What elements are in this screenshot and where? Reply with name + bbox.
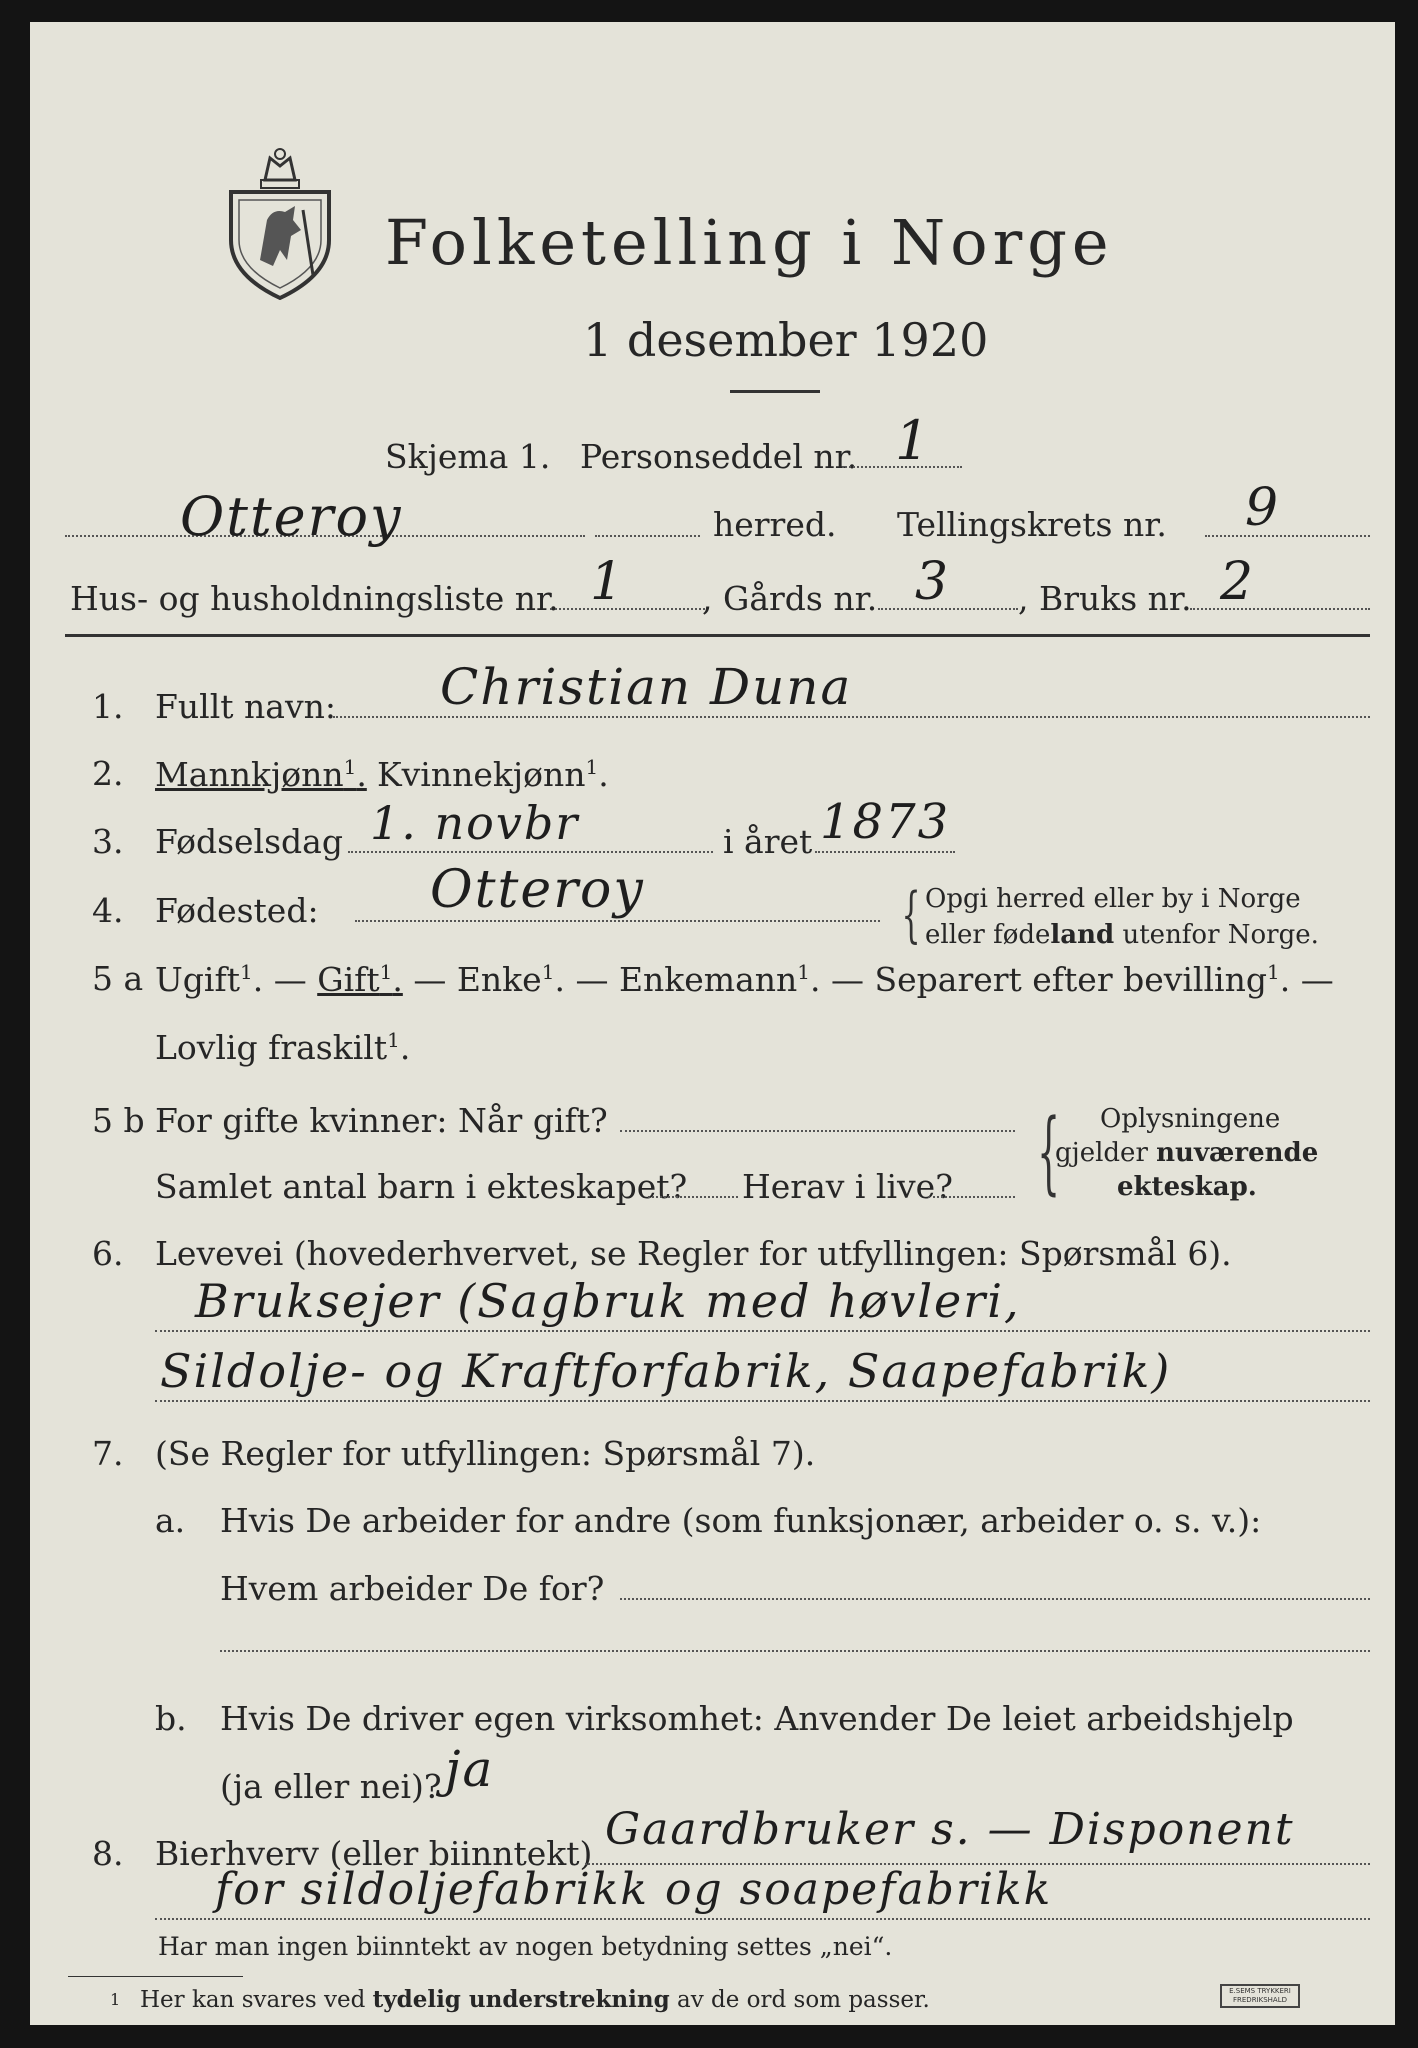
bruks-value: 2 [1220, 552, 1256, 612]
q5b-brace: { [1037, 1100, 1061, 1205]
q2-number: 2. [92, 754, 124, 793]
q5a-ugift: Ugift$^1$. [155, 960, 264, 999]
hus-label: Hus- og husholdningsliste nr. [70, 579, 559, 618]
q1-label: Fullt navn: [155, 687, 336, 726]
q6-value-2: Sildolje- og Kraftforfabrik, Saapefabrik) [160, 1344, 1172, 1398]
q5b-note-1: Oplysningene [1100, 1104, 1281, 1134]
footnote-text: Her kan svares ved tydelig understrekning av de ord som passer. [140, 1986, 930, 2013]
q7b-label-2: (ja eller nei)? [220, 1767, 442, 1806]
personseddel-label: Personseddel nr. [580, 437, 858, 476]
q1-field[interactable] [333, 716, 1370, 718]
q5b-label-1: For gifte kvinner: Når gift? [155, 1101, 608, 1140]
q4-brace: { [901, 880, 921, 950]
q3-year-field[interactable] [815, 851, 955, 853]
hus-value: 1 [590, 552, 626, 612]
norway-coat-of-arms-icon [225, 140, 335, 300]
q5a-options: Ugift$^1$. — Gift$^1$. — Enke$^1$. — Enkemann$^1$. — Separert efter bevilling$^1$. — [155, 960, 1334, 999]
tellingskrets-field[interactable] [1205, 535, 1370, 537]
q3-field[interactable] [348, 851, 713, 853]
q5b-note-3: ekteskap. [1117, 1172, 1257, 1202]
bruks-label: , Bruks nr. [1018, 579, 1192, 618]
q1-number: 1. [92, 687, 124, 726]
gards-value: 3 [915, 552, 951, 612]
census-date: 1 desember 1920 [583, 313, 989, 367]
q4-note-2: eller fødeland utenfor Norge. [925, 920, 1319, 950]
q8-label: Bierhverv (eller biinntekt) [155, 1834, 593, 1873]
hus-field[interactable] [550, 608, 705, 610]
q3-value: 1. novbr [370, 796, 580, 850]
q5b-note-2: gjelder nuværende [1055, 1138, 1319, 1168]
q7a-field-1[interactable] [620, 1598, 1370, 1600]
herred-field-2[interactable] [595, 535, 700, 537]
q8-note: Har man ingen biinntekt av nogen betydning settes „nei“. [158, 1932, 893, 1961]
q4-note-1: Opgi herred eller by i Norge [925, 884, 1301, 914]
q5a-number: 5 a [92, 959, 144, 998]
q3-number: 3. [92, 822, 124, 861]
q6-field-2[interactable] [155, 1400, 1370, 1402]
q5b-children-field[interactable] [648, 1196, 738, 1198]
tellingskrets-label: Tellingskrets nr. [897, 505, 1167, 544]
q5a-enkemann: Enkemann$^1$. [618, 960, 821, 999]
q5a-separert: Separert efter bevilling$^1$. [874, 960, 1291, 999]
q6-label: Levevei (hovederhvervet, se Regler for utfyllingen: Spørsmål 6). [155, 1234, 1232, 1273]
q5a-gift: Gift$^1$. [317, 960, 403, 999]
q5a-enke: Enke$^1$. [456, 960, 565, 999]
gards-label: , Gårds nr. [702, 579, 878, 618]
q2-female: Kvinnekjønn$^1$. [377, 755, 609, 794]
footnote-number: 1 [110, 1990, 121, 2009]
q7a-label: Hvis De arbeider for andre (som funksjonær, arbeider o. s. v.): [220, 1501, 1262, 1540]
herred-label: herred. [713, 505, 837, 544]
q7b-value: ja [445, 1740, 495, 1798]
q8-value-1: Gaardbruker s. — Disponent [605, 1804, 1295, 1855]
q4-field[interactable] [355, 920, 880, 922]
q7-label: (Se Regler for utfyllingen: Spørsmål 7). [155, 1434, 816, 1473]
q5b-label-2: Samlet antal barn i ekteskapet? [155, 1167, 688, 1206]
q7b-letter: b. [155, 1699, 187, 1738]
q8-value-2: for sildoljefabrikk og soapefabrikk [215, 1864, 1053, 1915]
q3-year-label: i året [723, 822, 813, 861]
q7b-label: Hvis De driver egen virksomhet: Anvender De leiet arbeidshjelp [220, 1699, 1294, 1738]
q7a-letter: a. [155, 1501, 186, 1540]
q5b-alive-field[interactable] [928, 1196, 1015, 1198]
q7a-label-2: Hvem arbeider De for? [220, 1569, 605, 1608]
q3-label: Fødselsdag [155, 822, 343, 861]
skjema-label: Skjema 1. [385, 437, 551, 476]
printer-stamp: E.SEMS TRYKKERI FREDRIKSHALD [1220, 1984, 1300, 2008]
q5b-label-3: Herav i live? [742, 1167, 953, 1206]
q7-number: 7. [92, 1434, 124, 1473]
q4-number: 4. [92, 891, 124, 930]
q1-value: Christian Duna [440, 658, 853, 716]
header-divider [730, 390, 820, 393]
q6-field-1[interactable] [155, 1330, 1370, 1332]
q2-male: Mannkjønn$^1$. [155, 755, 367, 794]
q6-number: 6. [92, 1234, 124, 1273]
tellingskrets-value: 9 [1245, 478, 1281, 538]
q5a-fraskilt: Lovlig fraskilt$^1$. [155, 1028, 411, 1067]
q4-value: Otteroy [430, 860, 645, 920]
census-form-page [30, 22, 1395, 2025]
page-title: Folketelling i Norge [385, 206, 1114, 279]
q8-field-2[interactable] [155, 1918, 1370, 1920]
q4-label: Fødested: [155, 891, 319, 930]
q5b-married-field[interactable] [620, 1130, 1015, 1132]
bruks-field[interactable] [1190, 608, 1370, 610]
q7a-field-2[interactable] [220, 1650, 1370, 1652]
q3-year-value: 1873 [820, 794, 951, 850]
section-divider [65, 634, 1370, 637]
footnote-divider [68, 1976, 243, 1977]
q8-number: 8. [92, 1834, 124, 1873]
q5b-number: 5 b [92, 1101, 145, 1140]
q6-value-1: Bruksejer (Sagbruk med høvleri, [195, 1274, 1021, 1328]
personseddel-value: 1 [895, 409, 932, 472]
herred-value: Otteroy [180, 485, 403, 548]
